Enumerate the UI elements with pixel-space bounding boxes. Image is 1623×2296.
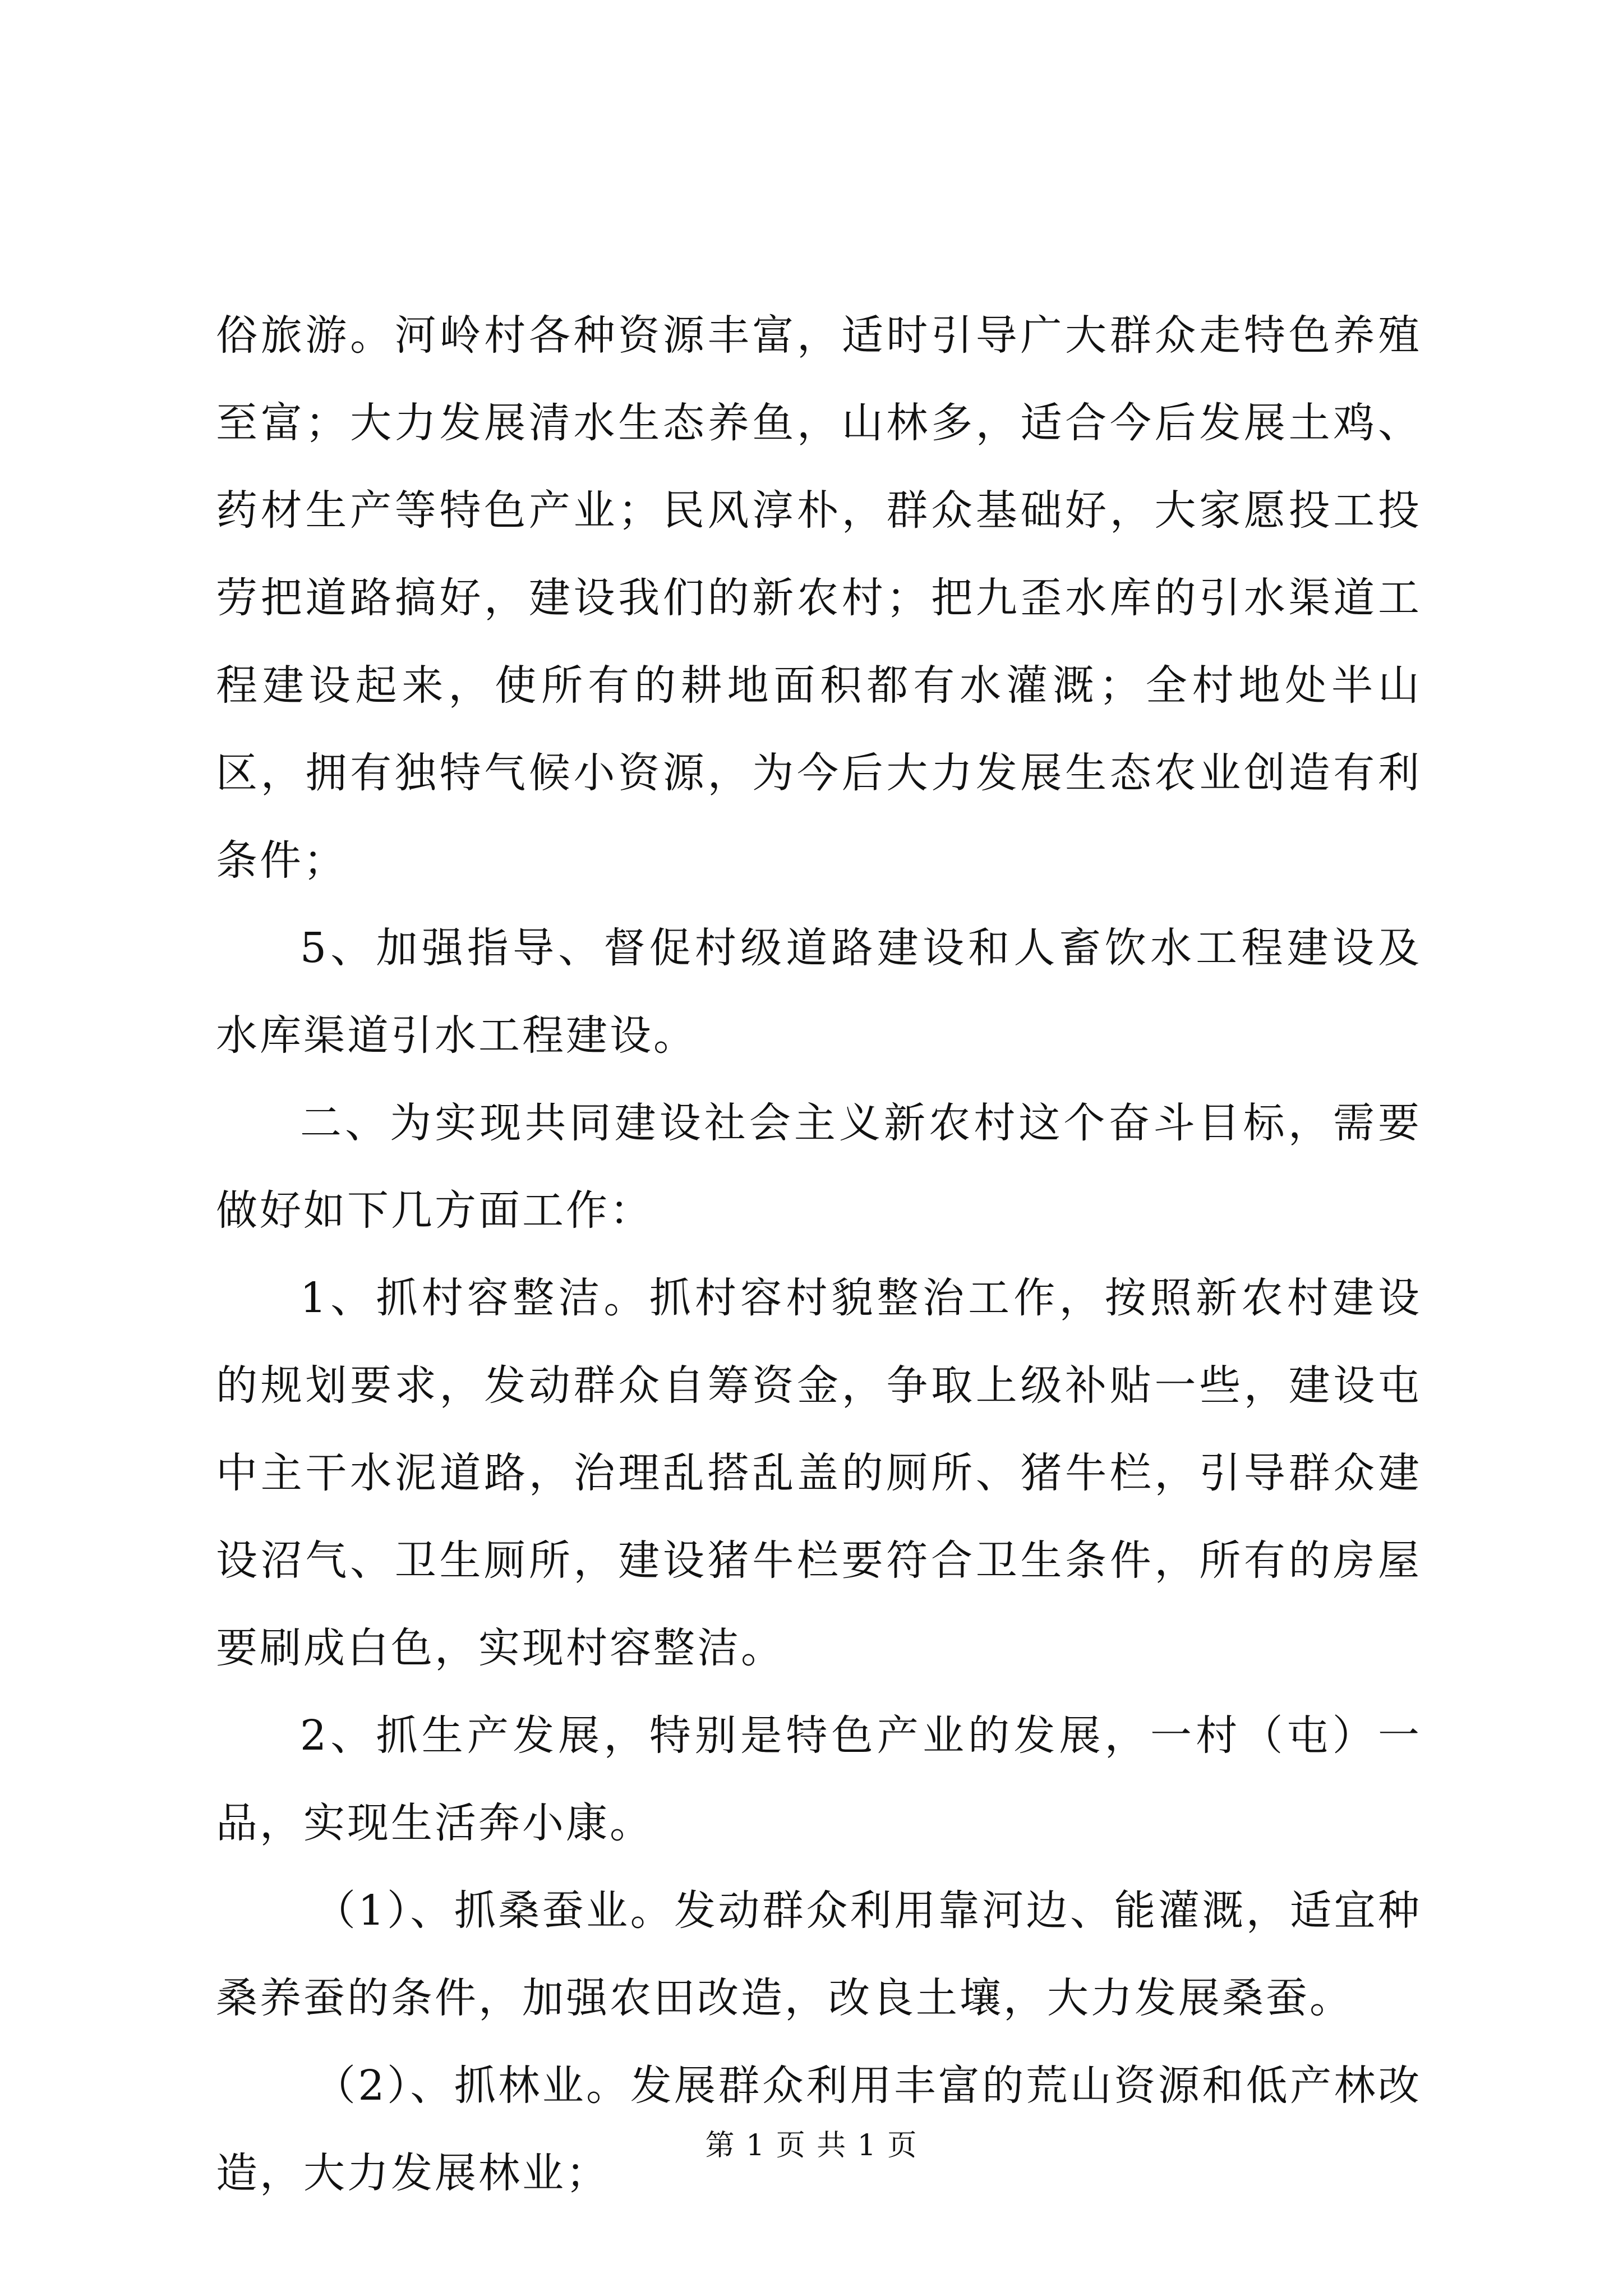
paragraph-item-5: 5、加强指导、督促村级道路建设和人畜饮水工程建设及水库渠道引水工程建设。: [216, 924, 1422, 1060]
page-number-footer: 第 1 页 共 1 页: [705, 2129, 918, 2162]
paragraph-item-1-village-cleanliness: 1、抓村容整洁。抓村容村貌整治工作，按照新农村建设的规划要求，发动群众自筹资金，争取上级补贴一些，建设屯中主干水泥道路，治理乱搭乱盖的厕所、猪牛栏，引导群众建设沼气、卫生厕所，建设猪牛栏要符合卫生条件，所有的房屋要刷成白色，实现村容整洁。: [216, 1274, 1422, 1672]
document-body: [216, 292, 1422, 2217]
paragraph-section-two: 二、为实现共同建设社会主义新农村这个奋斗目标，需要做好如下几方面工作：: [216, 1099, 1422, 1235]
paragraph-item-2-production: 2、抓生产发展，特别是特色产业的发展，一村（屯）一品，实现生活奔小康。: [216, 1711, 1422, 1847]
paragraph-sub-1-sericulture: （1）、抓桑蚕业。发动群众利用靠河边、能灌溉，适宜种桑养蚕的条件，加强农田改造，改良土壤，大力发展桑蚕。: [216, 1887, 1422, 2022]
paragraph-sub-2-forestry: （2）、抓林业。发展群众利用丰富的荒山资源和低产林改造，大力发展林业；: [216, 2062, 1422, 2197]
paragraph-resources: 俗旅游。河岭村各种资源丰富，适时引导广大群众走特色养殖至富；大力发展清水生态养鱼，山林多，适合今后发展土鸡、药材生产等特色产业；民风淳朴，群众基础好，大家愿投工投劳把道路搞好，建设我们的新农村；把九歪水库的引水渠道工程建设起来，使所有的耕地面积都有水灌溉；全村地处半山区，拥有独特气候小资源，为今后大力发展生态农业创造有利条件；: [216, 311, 1422, 885]
